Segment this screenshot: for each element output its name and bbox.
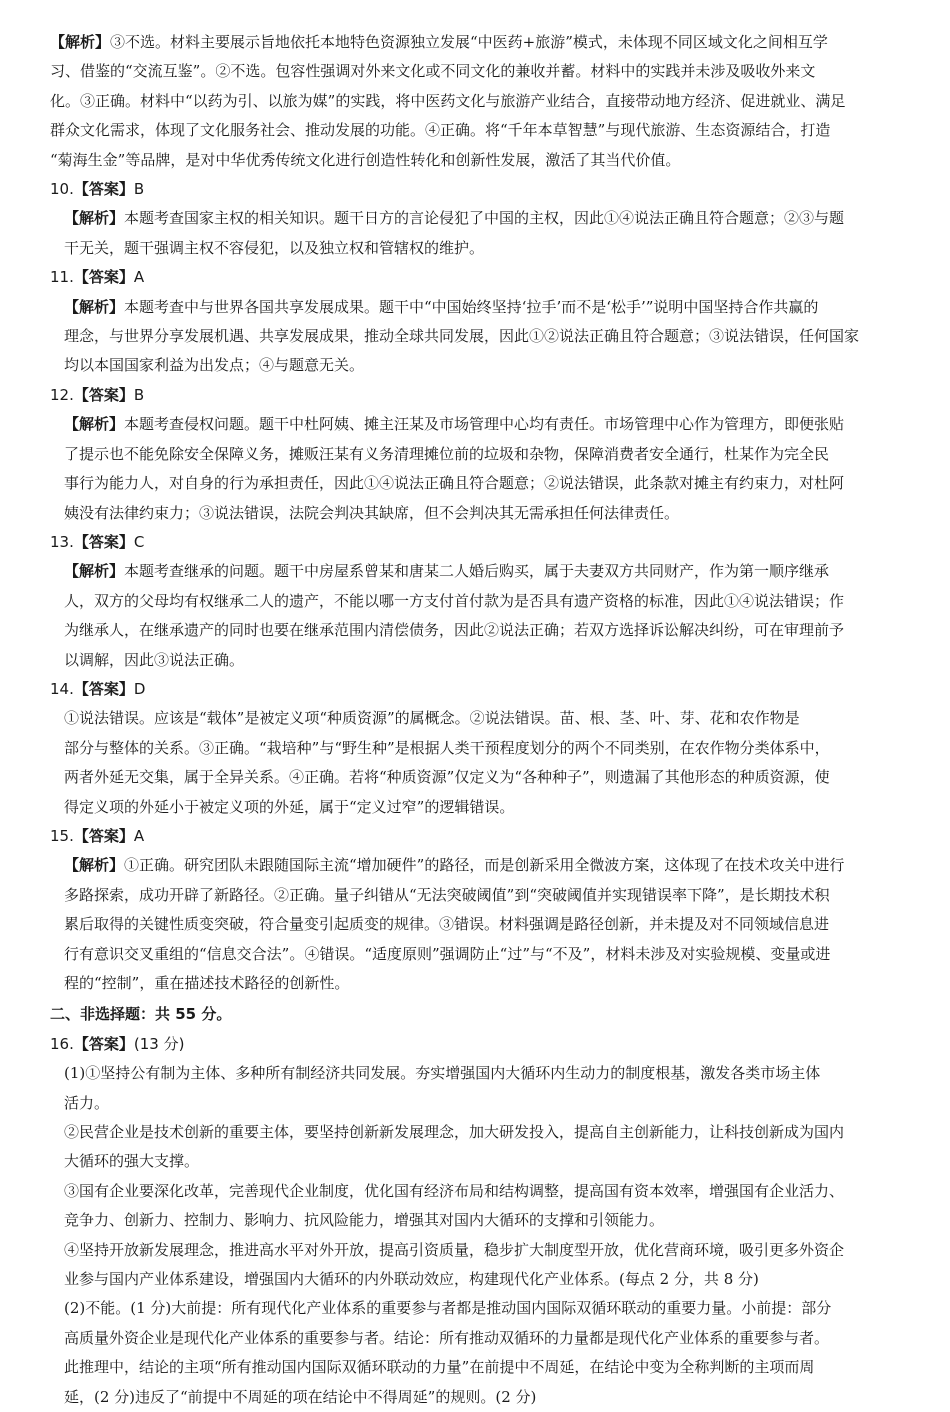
q13-line-3: 为继承人，在继承遗产的同时也要在继承范围内清偿债务，因此②说法正确；若双方选择诉讼解决纠纷，可在审理前予 (64, 621, 845, 640)
q16-line-5: ③国有企业要深化改革，完善现代企业制度，优化国有经济布局和结构调整，提高国有资本效率，增强国有企业活力、 (64, 1181, 845, 1200)
q9-line-4: 群众文化需求，体现了文化服务社会、推动发展的功能。④正确。将“千年本草智慧”与现代旅游、生态资源结合，打造 (50, 121, 831, 140)
q9-line-3: 化。③正确。材料中“以药为引、以旅为媒”的实践，将中医药文化与旅游产业结合，直接带动地方经济、促进就业、满足 (50, 91, 846, 110)
q16-line-8: 业参与国内产业体系建设，增强国内大循环的内外联动效应，构建现代化产业体系。(每点 2 分，共 8 分) (64, 1270, 759, 1289)
q15-line-4: 行有意识交叉重组的“信息交合法”。④错误。“适度原则”强调防止“过”与“不及”，材料未涉及对实验规模、变量或进 (64, 944, 831, 963)
q13-line-4: 以调解，因此③说法正确。 (64, 650, 245, 669)
answer-content (50, 28, 902, 1412)
q15-block (50, 822, 902, 998)
q10-line-2: 干无关，题干强调主权不容侵犯，以及独立权和管辖权的维护。 (64, 238, 485, 257)
q14-answer: 14.【答案】D (50, 679, 146, 698)
q16-answer: 16.【答案】(13 分) (50, 1034, 185, 1053)
q11-line-1: 【解析】本题考查中与世界各国共享发展成果。题干中“中国始终坚持‘拉手’而不是‘松手’”说明中国坚持合作共赢的 (64, 297, 819, 316)
q15-line-1: 【解析】①正确。研究团队未跟随国际主流“增加硬件”的路径，而是创新采用全微波方案，这体现了在技术攻关中进行 (64, 856, 845, 875)
q12-answer: 12.【答案】B (50, 385, 145, 404)
q13-line-2: 人，双方的父母均有权继承二人的遗产，不能以哪一方支付首付款为是否具有遗产资格的标准，因此①④说法错误；作 (64, 591, 845, 610)
q14-line-1: ①说法错误。应该是“载体”是被定义项“种质资源”的属概念。②说法错误。苗、根、茎、叶、芽、花和农作物是 (64, 709, 800, 728)
q16-line-7: ④坚持开放新发展理念，推进高水平对外开放，提高引资质量，稳步扩大制度型开放，优化营商环境，吸引更多外资企 (64, 1240, 845, 1259)
q9-line-2: 习、借鉴的“交流互鉴”。②不选。包容性强调对外来文化或不同文化的兼收并蓄。材料中的实践并未涉及吸收外来文 (50, 62, 816, 81)
q16-line-1: (1)①坚持公有制为主体、多种所有制经济共同发展。夯实增强国内大循环内生动力的制度根基，激发各类市场主体 (64, 1064, 821, 1083)
q10-line-1: 【解析】本题考查国家主权的相关知识。题干日方的言论侵犯了中国的主权，因此①④说法正确且符合题意；②③与题 (64, 209, 845, 228)
q10-block (50, 175, 902, 263)
q12-line-4: 姨没有法律约束力；③说法错误，法院会判决其缺席，但不会判决其无需承担任何法律责任。 (64, 503, 680, 522)
q12-line-3: 事行为能力人，对自身的行为承担责任，因此①④说法正确且符合题意；②说法错误，此条款对摊主有约束力，对杜阿 (64, 474, 845, 493)
q16-line-11: 此推理中，结论的主项“所有推动国内国际双循环联动的力量”在前提中不周延，在结论中变为全称判断的主项而周 (64, 1358, 815, 1377)
q12-line-1: 【解析】本题考查侵权问题。题干中杜阿姨、摊主汪某及市场管理中心均有责任。市场管理中心作为管理方，即便张贴 (64, 415, 845, 434)
q9-explanation-label: 【解析】 (50, 33, 111, 51)
q11-line-2: 理念，与世界分享发展机遇、共享发展成果，推动全球共同发展，因此①②说法正确且符合题意；③说法错误，任何国家 (64, 327, 860, 346)
q15-line-5: 程的“控制”，重在描述技术路径的创新性。 (64, 974, 350, 992)
q16-line-6: 竞争力、创新力、控制力、影响力、抗风险能力，增强其对国内大循环的支撑和引领能力。 (64, 1211, 665, 1230)
q10-answer: 10.【答案】B (50, 180, 145, 199)
q16-line-12: 延，(2 分)违反了“前提中不周延的项在结论中不得周延”的规则。(2 分) (64, 1387, 537, 1406)
q11-answer: 11.【答案】A (50, 268, 145, 287)
q16-block (50, 1030, 902, 1412)
q15-answer: 15.【答案】A (50, 826, 145, 845)
q13-answer: 13.【答案】C (50, 532, 145, 551)
q16-line-10: 高质量外资企业是现代化产业体系的重要参与者。结论：所有推动双循环的力量都是现代化产业体系的重要参与者。 (64, 1328, 830, 1347)
q16-line-3: ②民营企业是技术创新的重要主体，要坚持创新新发展理念，加大研发投入，提高自主创新能力，让科技创新成为国内 (64, 1123, 845, 1142)
q16-line-9: (2)不能。(1 分)大前提：所有现代化产业体系的重要参与者都是推动国内国际双循环联动的重要力量。小前提：部分 (64, 1299, 832, 1318)
q15-line-2: 多路探索，成功开辟了新路径。②正确。量子纠错从“无法突破阈值”到“突破阈值并实现错误率下降”，是长期技术积 (64, 885, 830, 904)
q14-block (50, 675, 902, 822)
q11-line-3: 均以本国国家利益为出发点；④与题意无关。 (64, 356, 365, 375)
q14-line-4: 得定义项的外延小于被定义项的外延，属于“定义过窄”的逻辑错误。 (64, 797, 515, 816)
q13-line-1: 【解析】本题考查继承的问题。题干中房屋系曾某和唐某二人婚后购买，属于夫妻双方共同财产，作为第一顺序继承 (64, 562, 830, 581)
q14-line-3: 两者外延无交集，属于全异关系。④正确。若将“种质资源”仅定义为“各种种子”，则遗漏了其他形态的种质资源，使 (64, 768, 830, 787)
q9-line-1: 【解析】③不选。材料主要展示旨地依托本地特色资源独立发展“中医药+旅游”模式，未体现不同区域文化之间相互学 (50, 33, 828, 51)
q9-line-5: “菊海生金”等品牌，是对中华优秀传统文化进行创造性转化和创新性发展，激活了其当代价值。 (50, 150, 681, 169)
q15-line-3: 累后取得的关键性质变突破，符合量变引起质变的规律。③错误。材料强调是路径创新，并未提及对不同领域信息进 (64, 915, 830, 934)
top-edge-fade (0, 0, 950, 16)
q12-line-2: 了提示也不能免除安全保障义务，摊贩汪某有义务清理摊位前的垃圾和杂物，保障消费者安全通行，杜某作为完全民 (64, 444, 830, 463)
q11-block (50, 263, 902, 381)
q9-explanation (50, 28, 902, 175)
q12-block (50, 381, 902, 528)
section-heading: 二、非选择题：共 55 分。 (50, 1005, 232, 1024)
q14-line-2: 部分与整体的关系。③正确。“栽培种”与“野生种”是根据人类干预程度划分的两个不同类别，在农作物分类体系中， (64, 738, 830, 757)
q16-line-4: 大循环的强大支撑。 (64, 1152, 200, 1171)
q16-line-2: 活力。 (64, 1093, 110, 1112)
q13-block (50, 528, 902, 675)
